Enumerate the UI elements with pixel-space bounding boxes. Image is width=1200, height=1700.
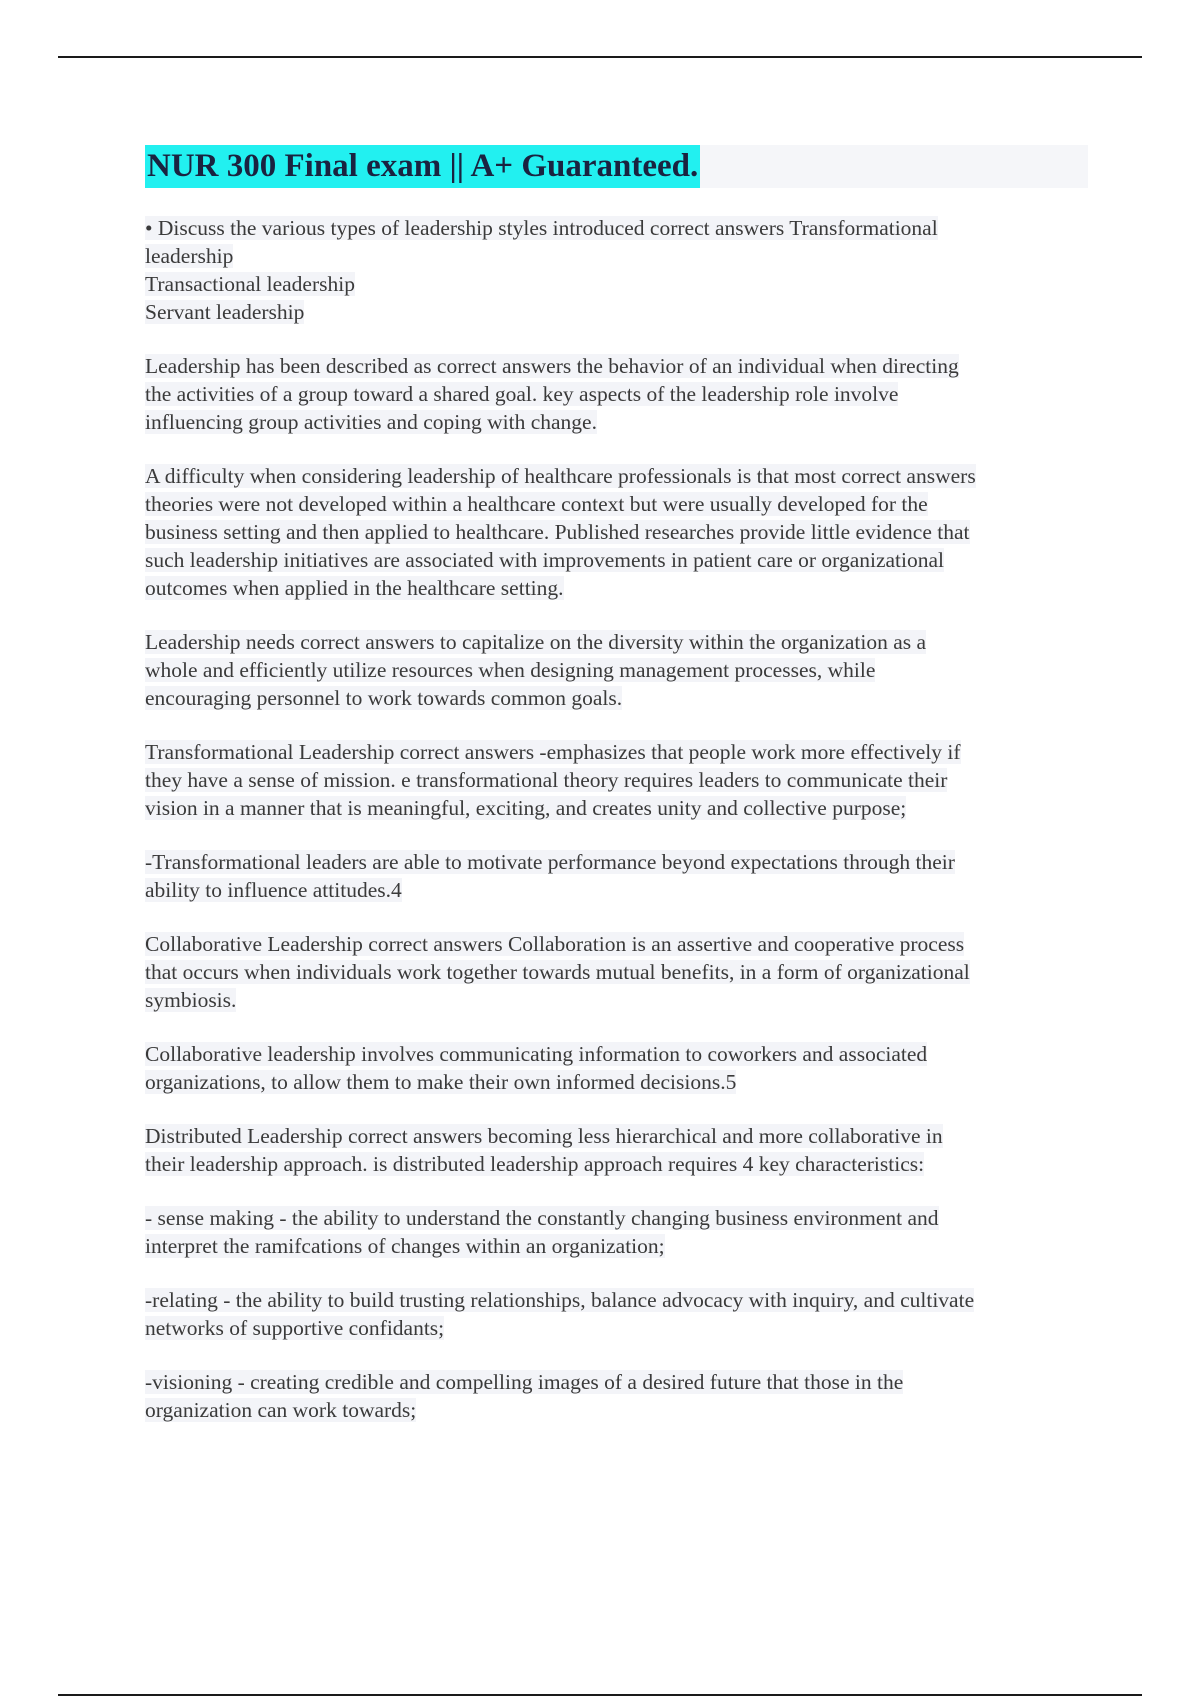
paragraph — [145, 1040, 1088, 1096]
text-line — [145, 1040, 1088, 1068]
text-line-content: -relating - the ability to build trusting relationships, balance advocacy with inquiry, and cultivate — [145, 1288, 975, 1312]
text-line-content: Leadership needs correct answers to capitalize on the diversity within the organization as a — [145, 630, 927, 654]
text-line — [145, 298, 1088, 326]
text-line-content: - sense making - the ability to understand the constantly changing business environment and — [145, 1206, 939, 1230]
text-line — [145, 546, 1088, 574]
text-line — [145, 1368, 1088, 1396]
text-line-content: organizations, to allow them to make their own informed decisions.5 — [145, 1070, 737, 1094]
text-line-content: symbiosis. — [145, 988, 237, 1012]
text-line — [145, 848, 1088, 876]
text-line-content: influencing group activities and coping with change. — [145, 410, 597, 434]
paragraph — [145, 628, 1088, 712]
text-line-content: Distributed Leadership correct answers becoming less hierarchical and more collaborative in — [145, 1124, 943, 1148]
text-line — [145, 766, 1088, 794]
text-line — [145, 1232, 1088, 1260]
paragraph — [145, 352, 1088, 436]
text-line — [145, 930, 1088, 958]
text-line — [145, 1204, 1088, 1232]
paragraph — [145, 738, 1088, 822]
text-line — [145, 1286, 1088, 1314]
text-line-content: leadership — [145, 244, 234, 268]
document-title: NUR 300 Final exam || A+ Guaranteed. — [145, 145, 700, 188]
text-line — [145, 1314, 1088, 1342]
text-line-content: outcomes when applied in the healthcare setting. — [145, 576, 564, 600]
text-line — [145, 986, 1088, 1014]
text-line-content: -Transformational leaders are able to motivate performance beyond expectations through their — [145, 850, 955, 874]
text-line — [145, 794, 1088, 822]
paragraph — [145, 1368, 1088, 1424]
text-line-content: Transformational Leadership correct answers -emphasizes that people work more effectively if — [145, 740, 961, 764]
text-line-content: such leadership initiatives are associated with improvements in patient care or organizational — [145, 548, 945, 572]
text-line-content: the activities of a group toward a shared goal. key aspects of the leadership role involve — [145, 382, 899, 406]
text-line-content: organization can work towards; — [145, 1398, 417, 1422]
text-line-content: vision in a manner that is meaningful, exciting, and creates unity and collective purpose; — [145, 796, 907, 820]
text-line — [145, 628, 1088, 656]
text-line-content: their leadership approach. is distributed leadership approach requires 4 key characteristics: — [145, 1152, 925, 1176]
text-line — [145, 490, 1088, 518]
paragraph — [145, 214, 1088, 326]
text-line — [145, 1396, 1088, 1424]
text-line-content: • Discuss the various types of leadership styles introduced correct answers Transformational — [145, 216, 938, 240]
paragraph — [145, 930, 1088, 1014]
paragraph — [145, 848, 1088, 904]
paragraph — [145, 1122, 1088, 1178]
text-line-content: networks of supportive confidants; — [145, 1316, 445, 1340]
top-rule — [58, 56, 1142, 58]
text-line — [145, 242, 1088, 270]
text-line-content: whole and efficiently utilize resources when designing management processes, while — [145, 658, 876, 682]
text-line-content: -visioning - creating credible and compelling images of a desired future that those in the — [145, 1370, 904, 1394]
text-line — [145, 738, 1088, 766]
text-line-content: ability to influence attitudes.4 — [145, 878, 402, 902]
text-line — [145, 574, 1088, 602]
text-line-content: Servant leadership — [145, 300, 305, 324]
text-line — [145, 352, 1088, 380]
text-line-content: Collaborative Leadership correct answers Collaboration is an assertive and cooperative process — [145, 932, 965, 956]
text-line — [145, 462, 1088, 490]
text-line — [145, 1122, 1088, 1150]
text-line-content: A difficulty when considering leadership of healthcare professionals is that most correct answers — [145, 464, 976, 488]
text-line-content: Transactional leadership — [145, 272, 355, 296]
text-line — [145, 214, 1088, 242]
text-line-content: that occurs when individuals work together towards mutual benefits, in a form of organizational — [145, 960, 970, 984]
text-line-content: theories were not developed within a healthcare context but were usually developed for the — [145, 492, 928, 516]
text-line — [145, 1068, 1088, 1096]
text-line — [145, 684, 1088, 712]
text-line — [145, 958, 1088, 986]
paragraph — [145, 462, 1088, 602]
text-line — [145, 518, 1088, 546]
paragraph — [145, 1286, 1088, 1342]
text-line-content: interpret the ramifcations of changes within an organization; — [145, 1234, 665, 1258]
text-line — [145, 876, 1088, 904]
text-line — [145, 408, 1088, 436]
text-line-content: business setting and then applied to healthcare. Published researches provide little evidence that — [145, 520, 970, 544]
text-line — [145, 1150, 1088, 1178]
paragraph-list — [145, 214, 1088, 1424]
text-line — [145, 270, 1088, 298]
text-line-content: encouraging personnel to work towards common goals. — [145, 686, 623, 710]
text-line-content: Leadership has been described as correct answers the behavior of an individual when directing — [145, 354, 959, 378]
text-line — [145, 380, 1088, 408]
text-line — [145, 656, 1088, 684]
document-body — [145, 145, 1088, 1450]
paragraph — [145, 1204, 1088, 1260]
title-bar — [145, 145, 1088, 188]
text-line-content: Collaborative leadership involves communicating information to coworkers and associated — [145, 1042, 928, 1066]
text-line-content: they have a sense of mission. e transformational theory requires leaders to communicate their — [145, 768, 948, 792]
bottom-rule — [58, 1694, 1142, 1696]
